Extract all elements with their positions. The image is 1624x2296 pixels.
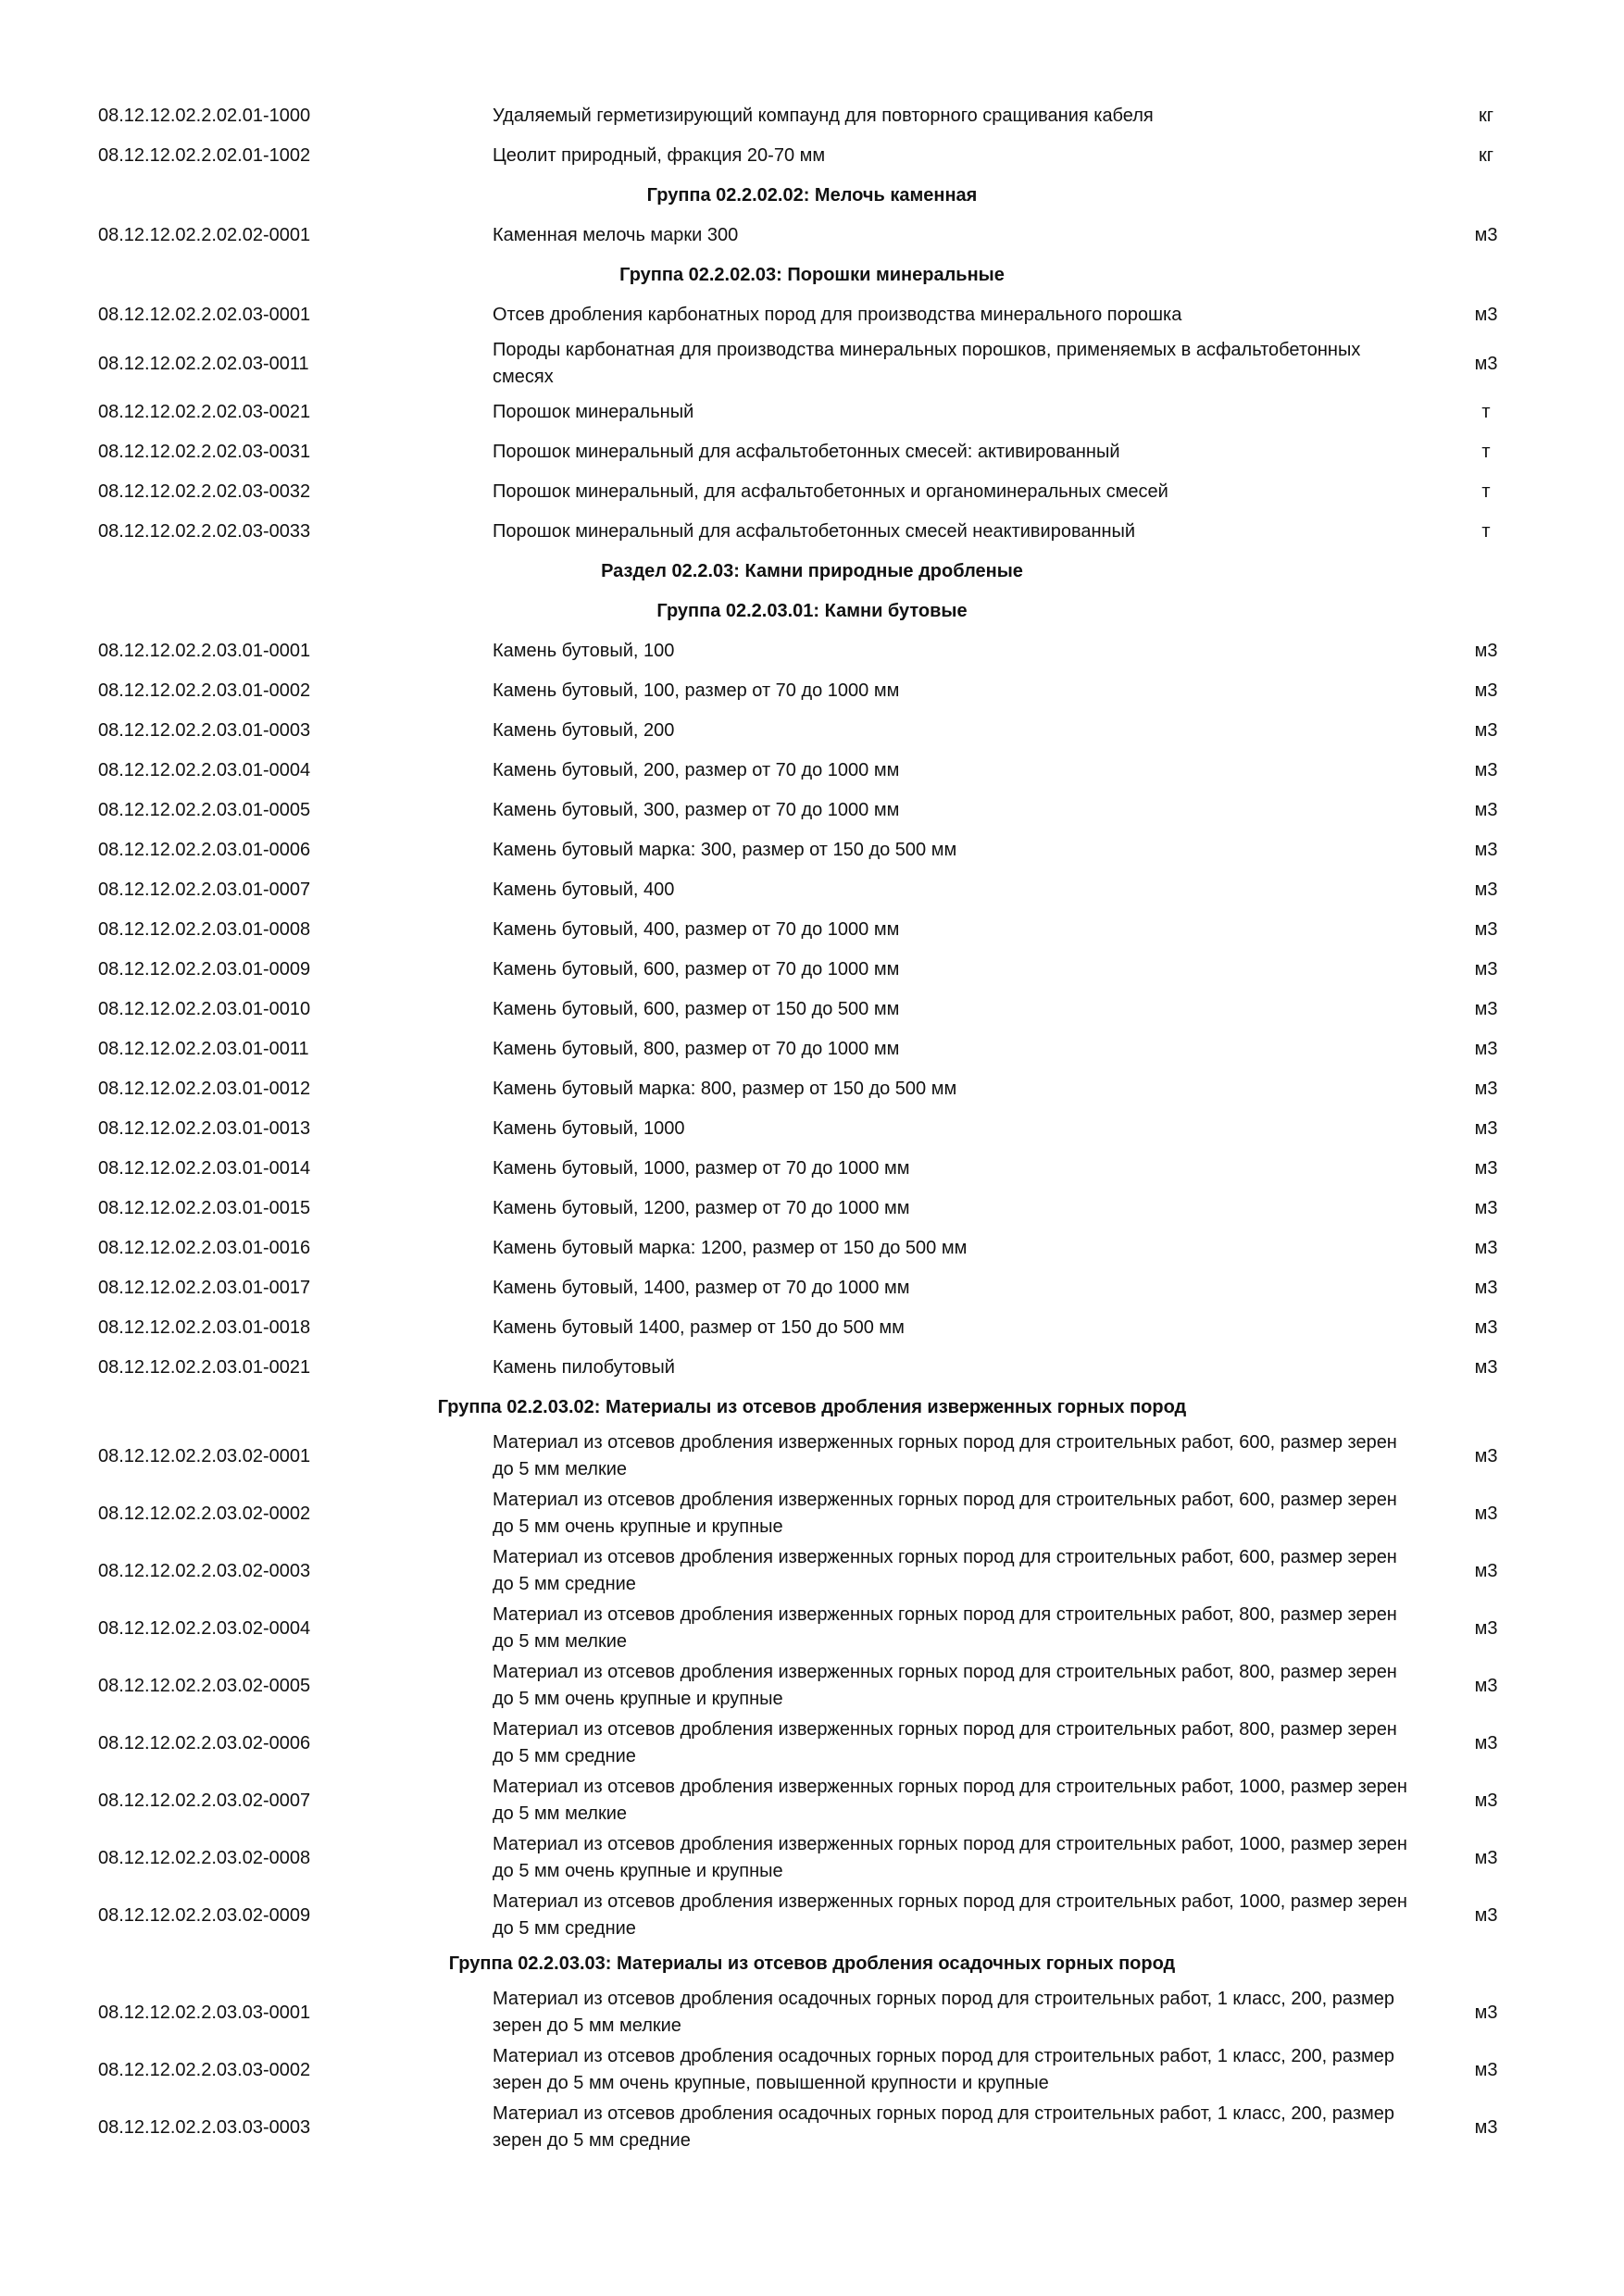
item-name: Порошок минеральный, для асфальтобетонных и органоминеральных смесей: [493, 481, 1168, 502]
table-row: [0, 1149, 1624, 1189]
group-header-text: Группа 02.2.03.02: Материалы из отсевов дробления изверженных горных пород: [437, 1397, 1187, 1417]
table-row: [0, 950, 1624, 990]
item-unit: м3: [1474, 680, 1498, 701]
group-header-text: Раздел 02.2.03: Камни природные дробленые: [601, 561, 1023, 581]
table-row: [0, 393, 1624, 432]
item-name: Камень бутовый, 600, размер от 70 до 1000 мм: [493, 959, 900, 980]
item-code: 08.12.12.02.2.03.01-0011: [98, 1039, 309, 1059]
item-unit: м3: [1474, 2002, 1498, 2023]
item-name: Материал из отсевов дробления изверженных горных пород для строительных работ, 800, размер зерен до 5 мм средние: [493, 1719, 1397, 1766]
item-unit: м3: [1474, 1357, 1498, 1378]
table-row: [0, 2041, 1624, 2099]
item-unit: т: [1481, 521, 1491, 542]
item-name: Породы карбонатная для производства минеральных порошков, применяемых в асфальтобетонных смесях: [493, 340, 1361, 387]
table-row: [0, 1715, 1624, 1772]
item-code: 08.12.12.02.2.02.03-0021: [98, 402, 311, 422]
table-row: [0, 432, 1624, 472]
table-row: [0, 295, 1624, 335]
item-unit: т: [1481, 442, 1491, 462]
item-code: 08.12.12.02.2.02.03-0011: [98, 353, 309, 374]
item-name: Порошок минеральный: [493, 402, 694, 422]
item-code: 08.12.12.02.2.03.01-0010: [98, 999, 311, 1019]
item-name: Камень бутовый, 800, размер от 70 до 1000 мм: [493, 1039, 900, 1059]
item-code: 08.12.12.02.2.03.02-0009: [98, 1904, 311, 1926]
item-name: Материал из отсевов дробления изверженных горных пород для строительных работ, 800, размер зерен до 5 мм мелкие: [493, 1604, 1397, 1652]
item-code: 08.12.12.02.2.03.02-0007: [98, 1790, 311, 1811]
table-row: [0, 1069, 1624, 1109]
item-code: 08.12.12.02.2.02.01-1000: [98, 106, 311, 126]
item-unit: м3: [1474, 2116, 1498, 2138]
table-row: [0, 1829, 1624, 1887]
price-list-table: [0, 96, 1624, 2156]
item-name: Материал из отсевов дробления изверженных горных пород для строительных работ, 600, размер зерен до 5 мм мелкие: [493, 1432, 1397, 1479]
table-row: [0, 1657, 1624, 1715]
item-code: 08.12.12.02.2.03.01-0001: [98, 641, 311, 661]
item-code: 08.12.12.02.2.02.03-0031: [98, 442, 311, 462]
item-name: Камень бутовый, 1000: [493, 1118, 685, 1139]
item-unit: м3: [1474, 305, 1498, 325]
item-name: Материал из отсевов дробления изверженных горных пород для строительных работ, 600, размер зерен до 5 мм средние: [493, 1547, 1397, 1594]
item-unit: м3: [1474, 1278, 1498, 1298]
table-row: [0, 1189, 1624, 1229]
table-row: [0, 1308, 1624, 1348]
item-code: 08.12.12.02.2.03.01-0021: [98, 1357, 311, 1378]
table-row: [0, 1268, 1624, 1308]
item-code: 08.12.12.02.2.03.01-0004: [98, 760, 311, 780]
item-code: 08.12.12.02.2.03.02-0008: [98, 1847, 311, 1868]
item-unit: м3: [1474, 1158, 1498, 1179]
item-unit: м3: [1474, 1675, 1498, 1696]
table-row: [0, 791, 1624, 830]
table-row: [0, 1984, 1624, 2041]
item-unit: м3: [1474, 959, 1498, 980]
item-code: 08.12.12.02.2.03.02-0001: [98, 1445, 311, 1466]
item-name: Камень бутовый, 1200, размер от 70 до 1000 мм: [493, 1198, 910, 1218]
item-name: Материал из отсевов дробления изверженных горных пород для строительных работ, 1000, размер зерен до 5 мм мелкие: [493, 1777, 1407, 1824]
item-code: 08.12.12.02.2.02.03-0033: [98, 521, 311, 542]
item-code: 08.12.12.02.2.03.01-0013: [98, 1118, 311, 1139]
item-unit: м3: [1474, 1847, 1498, 1868]
item-unit: м3: [1474, 1039, 1498, 1059]
item-name: Удаляемый герметизирующий компаунд для повторного сращивания кабеля: [493, 106, 1154, 126]
group-header-text: Группа 02.2.02.02: Мелочь каменная: [646, 185, 978, 206]
group-header: [0, 1388, 1624, 1428]
item-name: Каменная мелочь марки 300: [493, 225, 739, 245]
table-row: [0, 671, 1624, 711]
item-name: Камень бутовый марка: 800, размер от 150 до 500 мм: [493, 1079, 957, 1099]
item-unit: м3: [1474, 1904, 1498, 1926]
item-unit: м3: [1474, 1503, 1498, 1524]
table-row: [0, 870, 1624, 910]
table-row: [0, 216, 1624, 256]
item-name: Камень бутовый, 300, размер от 70 до 1000 мм: [493, 800, 900, 820]
item-name: Камень бутовый, 400: [493, 880, 675, 900]
item-name: Камень бутовый, 200, размер от 70 до 1000 мм: [493, 760, 900, 780]
group-header: [0, 592, 1624, 631]
item-code: 08.12.12.02.2.03.01-0005: [98, 800, 311, 820]
item-code: 08.12.12.02.2.03.01-0007: [98, 880, 311, 900]
item-unit: м3: [1474, 999, 1498, 1019]
table-row: [0, 711, 1624, 751]
item-code: 08.12.12.02.2.03.01-0016: [98, 1238, 311, 1258]
table-row: [0, 1887, 1624, 1944]
table-row: [0, 1772, 1624, 1829]
item-unit: м3: [1474, 919, 1498, 940]
table-row: [0, 335, 1624, 393]
item-name: Камень бутовый, 400, размер от 70 до 1000 мм: [493, 919, 900, 940]
item-name: Материал из отсевов дробления осадочных горных пород для строительных работ, 1 класс, 200, размер зерен до 5 мм средние: [493, 2103, 1394, 2151]
item-name: Камень бутовый, 200: [493, 720, 675, 741]
item-unit: м3: [1474, 1445, 1498, 1466]
item-unit: м3: [1474, 353, 1498, 374]
item-unit: м3: [1474, 880, 1498, 900]
item-unit: м3: [1474, 760, 1498, 780]
item-unit: м3: [1474, 800, 1498, 820]
item-code: 08.12.12.02.2.03.01-0008: [98, 919, 311, 940]
table-row: [0, 2099, 1624, 2156]
item-unit: кг: [1478, 145, 1494, 166]
item-code: 08.12.12.02.2.02.03-0032: [98, 481, 311, 502]
item-name: Камень бутовый 1400, размер от 150 до 500 мм: [493, 1317, 905, 1338]
table-row: [0, 631, 1624, 671]
group-header: [0, 176, 1624, 216]
item-unit: м3: [1474, 840, 1498, 860]
table-row: [0, 96, 1624, 136]
item-unit: м3: [1474, 1560, 1498, 1581]
table-row: [0, 1029, 1624, 1069]
item-unit: м3: [1474, 720, 1498, 741]
item-code: 08.12.12.02.2.03.02-0005: [98, 1675, 311, 1696]
item-code: 08.12.12.02.2.03.02-0002: [98, 1503, 311, 1524]
group-header-text: Группа 02.2.03.01: Камни бутовые: [656, 601, 968, 621]
item-unit: м3: [1474, 1317, 1498, 1338]
item-name: Камень бутовый, 1400, размер от 70 до 1000 мм: [493, 1278, 910, 1298]
item-name: Материал из отсевов дробления осадочных горных пород для строительных работ, 1 класс, 200, размер зерен до 5 мм очень крупные, повышенной крупности и крупные: [493, 2046, 1394, 2093]
item-code: 08.12.12.02.2.03.01-0003: [98, 720, 311, 741]
table-row: [0, 910, 1624, 950]
item-code: 08.12.12.02.2.03.03-0002: [98, 2059, 311, 2080]
item-code: 08.12.12.02.2.03.01-0015: [98, 1198, 311, 1218]
item-code: 08.12.12.02.2.03.01-0018: [98, 1317, 311, 1338]
item-unit: м3: [1474, 1198, 1498, 1218]
item-code: 08.12.12.02.2.02.03-0001: [98, 305, 311, 325]
item-name: Камень бутовый, 100, размер от 70 до 1000 мм: [493, 680, 900, 701]
item-unit: м3: [1474, 1238, 1498, 1258]
table-row: [0, 990, 1624, 1029]
item-name: Материал из отсевов дробления осадочных горных пород для строительных работ, 1 класс, 200, размер зерен до 5 мм мелкие: [493, 1989, 1394, 2036]
item-unit: м3: [1474, 1790, 1498, 1811]
item-name: Порошок минеральный для асфальтобетонных смесей неактивированный: [493, 521, 1136, 542]
item-name: Камень бутовый марка: 1200, размер от 150 до 500 мм: [493, 1238, 968, 1258]
item-code: 08.12.12.02.2.03.03-0001: [98, 2002, 311, 2023]
item-name: Камень бутовый марка: 300, размер от 150 до 500 мм: [493, 840, 957, 860]
item-name: Камень пилобутовый: [493, 1357, 675, 1378]
table-row: [0, 1485, 1624, 1542]
item-unit: м3: [1474, 1079, 1498, 1099]
item-code: 08.12.12.02.2.03.01-0006: [98, 840, 311, 860]
item-unit: м3: [1474, 1732, 1498, 1753]
item-code: 08.12.12.02.2.03.01-0012: [98, 1079, 311, 1099]
item-code: 08.12.12.02.2.03.02-0003: [98, 1560, 311, 1581]
item-code: 08.12.12.02.2.03.01-0009: [98, 959, 311, 980]
group-header: [0, 256, 1624, 295]
table-row: [0, 1428, 1624, 1485]
item-unit: м3: [1474, 641, 1498, 661]
group-header-text: Группа 02.2.02.03: Порошки минеральные: [619, 265, 1005, 285]
group-header: [0, 1944, 1624, 1984]
table-row: [0, 512, 1624, 552]
item-name: Камень бутовый, 1000, размер от 70 до 1000 мм: [493, 1158, 910, 1179]
item-code: 08.12.12.02.2.03.01-0014: [98, 1158, 311, 1179]
group-header-text: Группа 02.2.03.03: Материалы из отсевов дробления осадочных горных пород: [448, 1953, 1176, 1974]
item-code: 08.12.12.02.2.03.03-0003: [98, 2116, 311, 2138]
table-row: [0, 751, 1624, 791]
item-code: 08.12.12.02.2.03.01-0017: [98, 1278, 311, 1298]
item-name: Материал из отсевов дробления изверженных горных пород для строительных работ, 1000, размер зерен до 5 мм очень крупные и крупные: [493, 1834, 1407, 1881]
table-row: [0, 136, 1624, 176]
item-unit: м3: [1474, 1118, 1498, 1139]
item-name: Материал из отсевов дробления изверженных горных пород для строительных работ, 600, размер зерен до 5 мм очень крупные и крупные: [493, 1490, 1397, 1537]
item-unit: м3: [1474, 225, 1498, 245]
item-code: 08.12.12.02.2.03.01-0002: [98, 680, 311, 701]
item-code: 08.12.12.02.2.02.01-1002: [98, 145, 311, 166]
group-header: [0, 552, 1624, 592]
item-code: 08.12.12.02.2.03.02-0004: [98, 1617, 311, 1639]
item-code: 08.12.12.02.2.02.02-0001: [98, 225, 311, 245]
item-unit: м3: [1474, 1617, 1498, 1639]
item-name: Материал из отсевов дробления изверженных горных пород для строительных работ, 800, размер зерен до 5 мм очень крупные и крупные: [493, 1662, 1397, 1709]
item-unit: м3: [1474, 2059, 1498, 2080]
item-name: Камень бутовый, 600, размер от 150 до 500 мм: [493, 999, 900, 1019]
item-name: Камень бутовый, 100: [493, 641, 675, 661]
table-row: [0, 1109, 1624, 1149]
item-unit: т: [1481, 402, 1491, 422]
table-row: [0, 1600, 1624, 1657]
item-name: Материал из отсевов дробления изверженных горных пород для строительных работ, 1000, размер зерен до 5 мм средние: [493, 1891, 1407, 1939]
item-name: Отсев дробления карбонатных пород для производства минерального порошка: [493, 305, 1182, 325]
table-row: [0, 1229, 1624, 1268]
table-row: [0, 1542, 1624, 1600]
item-unit: т: [1481, 481, 1491, 502]
table-row: [0, 1348, 1624, 1388]
table-row: [0, 830, 1624, 870]
item-name: Цеолит природный, фракция 20-70 мм: [493, 145, 826, 166]
item-code: 08.12.12.02.2.03.02-0006: [98, 1732, 311, 1753]
table-row: [0, 472, 1624, 512]
item-unit: кг: [1478, 106, 1494, 126]
item-name: Порошок минеральный для асфальтобетонных смесей: активированный: [493, 442, 1120, 462]
